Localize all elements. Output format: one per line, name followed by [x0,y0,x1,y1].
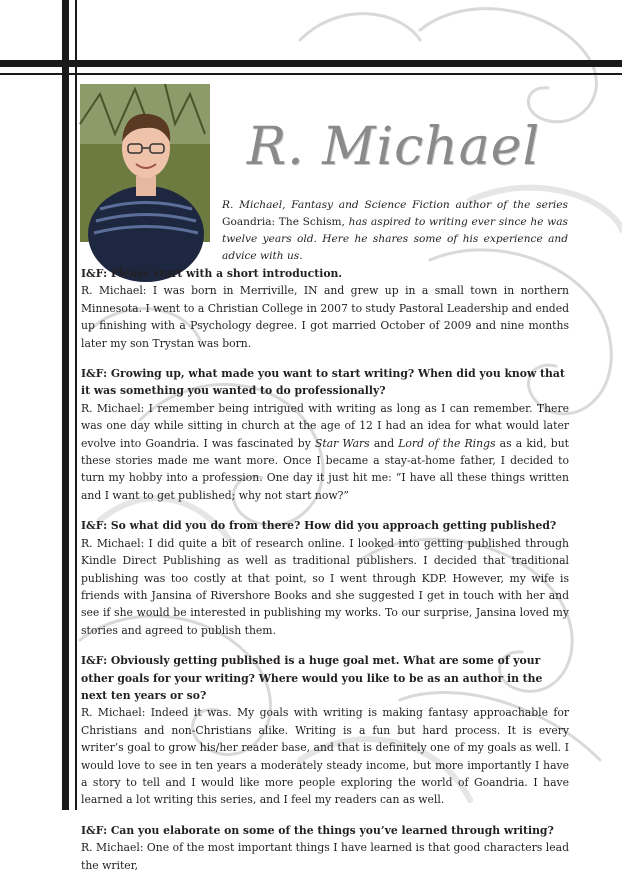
interview-answer [81,282,569,352]
answer-text: R. Michael: One of the most important things I have learned is that good characters lead the writer, [81,841,569,872]
interview-section [81,365,569,504]
interview-question: I&F: Growing up, what made you want to start writing? When did you know that it was something you wanted to do professionally? [81,367,565,398]
answer-text: as a kid, but these stories made me want more. Once I became a stay-at-home father, I decided to turn my hobby into a profession. One day it just hit me: “I have all these things written and I want to get published; why not start now?” [81,436,569,502]
frame-horizontal-thick-line [0,60,622,67]
intro-paragraph [222,197,568,265]
interview-section [81,652,569,809]
frame-vertical-thick-line [62,0,69,810]
interview-question: I&F: Obviously getting published is a huge goal met. What are some of your other goals for your writing? Where would you like to be as an author in the next ten years or so? [81,654,543,702]
interview-question: I&F: Please start with a short introduction. [81,267,343,280]
intro-text-2: has aspired to writing ever since he was twelve years old. Here he shares some of his experience and advice with us. [222,215,568,262]
interview-question: I&F: Can you elaborate on some of the things you’ve learned through writing? [81,823,554,837]
interview-section [81,517,569,639]
frame-vertical-thin-line [75,0,77,810]
page-title: R. Michael [247,116,541,177]
answer-text: R. Michael: I did quite a bit of research online. I looked into getting published through Kindle Direct Publishing as well as traditional publishers. I decided that traditional publishing was too costly at that point, so I went through KDP. However, my wife is friends with Jansina of Rivershore Books and she suggested I get in touch with her and see if she would be interested in publishing my works. To our surprise, Jansina loved my stories and agreed to publish them. [81,536,569,637]
author-photo [80,84,210,242]
interview-section [81,265,569,352]
interview-section [81,822,569,874]
intro-text-1: R. Michael, Fantasy and Science Fiction author of the series [222,198,568,211]
answer-italic-title: Star Wars [314,436,370,450]
answer-text: R. Michael: I remember being intrigued with writing as long as I can remember. There was one day while sitting in church at the age of 12 I had an idea for what would later evolve into Goandria. I was fascinated by [81,401,569,450]
frame-horizontal-thin-line [0,73,622,75]
interview-answer [81,704,569,808]
interview-answer [81,400,569,504]
answer-text: and [369,436,399,450]
interview-question: I&F: So what did you do from there? How did you approach getting published? [81,519,557,533]
answer-text: R. Michael: I was born in Merriville, IN and grew up in a small town in northern Minnesota. I went to a Christian College in 2007 to study Pastoral Leadership and ended up finishing with a Psychology degree. I got married October of 2009 and nine months later my son Trystan was born. [81,284,569,350]
answer-italic-title: Lord of the Rings [398,436,496,450]
interview-answer [81,535,569,639]
answer-text: R. Michael: Indeed it was. My goals with writing is making fantasy approachable for Christians and non-Christians alike. Writing is a fun but hard process. It is every writer’s goal to grow his/her reader base, and that is definitely one of my goals as well. I would love to see in ten years a moderately steady income, but more importantly I have a story to tell and I would like more people exploring the world of Goandria. I have learned a lot writing this series, and I feel my readers can as well. [81,706,569,807]
interview-answer [81,839,569,874]
interview-body [81,265,569,887]
intro-series-title: Goandria: The Schism, [222,215,345,228]
